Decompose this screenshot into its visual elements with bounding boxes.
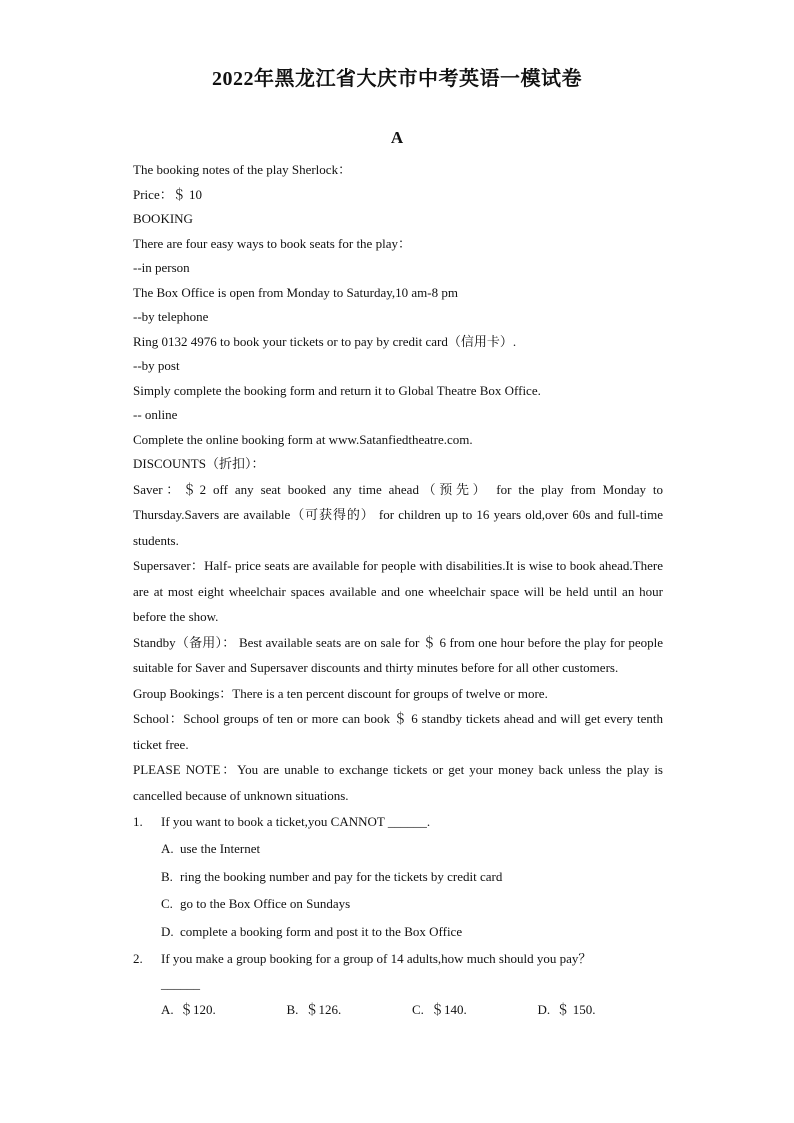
option-text: ＄126. (305, 1002, 342, 1017)
school-paragraph: School：School groups of ten or more can book ＄ 6 standby tickets ahead and will get every tenth ticket free. (133, 711, 663, 752)
option-letter: D. (537, 1002, 551, 1017)
online-detail: Complete the online booking form at www.Satanfiedtheatre.com. (133, 431, 473, 447)
option-text: ＄ 150. (556, 1002, 596, 1017)
supersaver-paragraph: Supersaver：Half- price seats are available for people with disabilities.It is wise to book ahead.There are at most eight wheelchair spaces available and one wheelchair space will be held until an hour before the show. (133, 558, 663, 624)
question-2-option-a[interactable] (161, 996, 287, 1023)
question-2-option-d[interactable] (538, 996, 664, 1023)
option-letter: B. (286, 1002, 299, 1017)
post-label: --by post (133, 358, 180, 373)
option-letter: C. (412, 1002, 424, 1017)
question-1-option-a[interactable] (133, 835, 663, 863)
question-2-option-c[interactable] (412, 996, 538, 1023)
question-1-option-d[interactable] (133, 918, 663, 946)
option-text: ring the booking number and pay for the tickets by credit card (180, 868, 503, 884)
price-line: Price：＄ 10 (133, 186, 202, 202)
option-letter: A. (161, 841, 174, 856)
online-label: -- online (133, 407, 178, 422)
group-bookings-paragraph: Group Bookings：There is a ten percent discount for groups of twelve or more. (133, 685, 548, 701)
note-paragraph: PLEASE NOTE：You are unable to exchange tickets or get your money back unless the play is cancelled because of unknown situations. (133, 762, 663, 803)
answer-blank: ______ (161, 976, 200, 991)
booking-ways-line: There are four easy ways to book seats for the play： (133, 235, 411, 251)
question-2 (133, 945, 663, 972)
question-2-option-b[interactable] (287, 996, 413, 1023)
option-letter: C. (161, 896, 173, 911)
question-text: If you want to book a ticket,you CANNOT ______. (161, 814, 431, 829)
option-letter: A. (161, 1002, 174, 1017)
standby-paragraph: Standby（备用）： Best available seats are on sale for ＄ 6 from one hour before the play for people suitable for Saver and Supersaver discounts and thirty minutes before for all other customers. (133, 634, 663, 675)
question-number: 1. (133, 814, 143, 829)
option-text: go to the Box Office on Sundays (180, 896, 351, 911)
question-1 (133, 808, 663, 835)
post-detail: Simply complete the booking form and return it to Global Theatre Box Office. (133, 382, 541, 398)
option-letter: B. (161, 868, 173, 884)
option-text: use the Internet (180, 841, 261, 856)
telephone-label: --by telephone (133, 309, 209, 324)
in-person-detail: The Box Office is open from Monday to Saturday,10 am-8 pm (133, 284, 458, 300)
page-title: 2022年黑龙江省大庆市中考英语一模试卷 (212, 68, 582, 90)
passage-intro: The booking notes of the play Sherlock： (133, 162, 352, 177)
question-number: 2. (133, 951, 143, 966)
discounts-heading: DISCOUNTS（折扣）： (133, 456, 265, 471)
question-1-option-b[interactable] (133, 863, 663, 891)
saver-paragraph: Saver：＄2 off any seat booked any time ahead（预先） for the play from Monday to Thursday.Savers are available（可获得的） for children up to 16 years old,over 60s and full-time students. (133, 481, 663, 548)
question-2-options (133, 996, 663, 1023)
booking-heading: BOOKING (133, 211, 193, 226)
telephone-detail: Ring 0132 4976 to book your tickets or to pay by credit card（信用卡）. (133, 333, 517, 349)
option-text: ＄120. (180, 1002, 216, 1017)
option-letter: D. (161, 923, 174, 939)
in-person-label: --in person (133, 260, 190, 275)
option-text: complete a booking form and post it to the Box Office (180, 923, 463, 939)
option-text: ＄140. (431, 1002, 467, 1017)
question-1-option-c[interactable] (133, 890, 663, 918)
reading-passage (133, 158, 663, 1023)
section-heading: A (390, 128, 404, 147)
question-text: If you make a group booking for a group of 14 adults,how much should you pay？ (161, 951, 592, 966)
